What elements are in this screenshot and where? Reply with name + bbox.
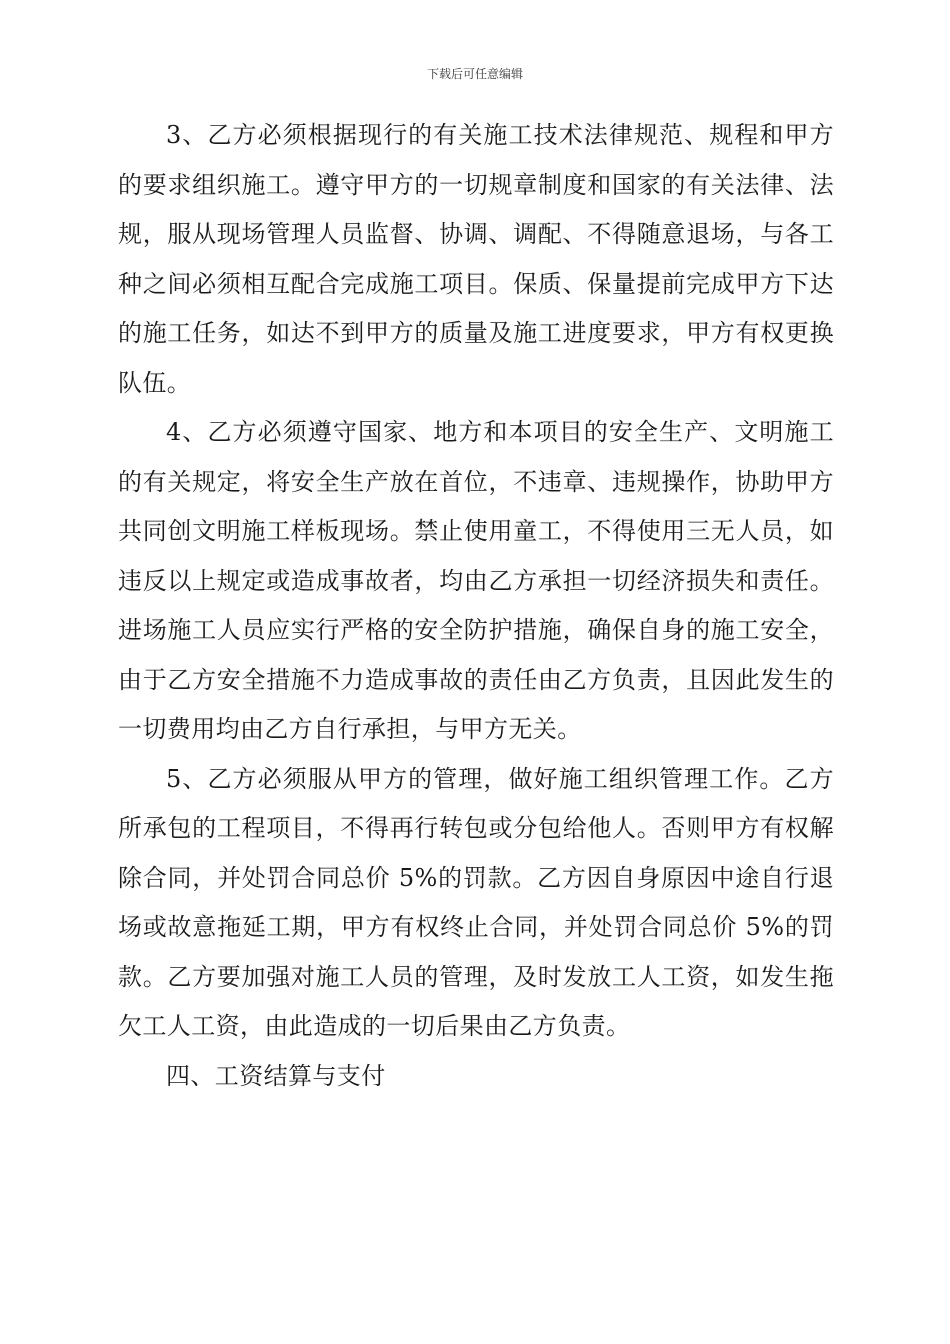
clause-3-paragraph: 3、乙方必须根据现行的有关施工技术法律规范、规程和甲方的要求组织施工。遵守甲方的一切规章制度和国家的有关法律、法规，服从现场管理人员监督、协调、调配、不得随意退场，与各工种之间必须相互配合完成施工项目。保质、保量提前完成甲方下达的施工任务，如达不到甲方的质量及施工进度要求，甲方有权更换队伍。 — [118, 121, 834, 397]
header-note: 下载后可任意编辑 — [426, 67, 523, 81]
clause-5-paragraph: 5、乙方必须服从甲方的管理，做好施工组织管理工作。乙方所承包的工程项目，不得再行转包或分包给他人。否则甲方有权解除合同，并处罚合同总价 5%的罚款。乙方因自身原因中途自行退场或故意拖延工期，甲方有权终止合同，并处罚合同总价 5%的罚款。乙方要加强对施工人员的管理，及时发放工人工资，如发生拖欠工人工资，由此造成的一切后果由乙方负责。 — [118, 764, 834, 1040]
document-body — [118, 111, 834, 1101]
section-heading-wage-settlement: 四、工资结算与支付 — [166, 1061, 386, 1090]
clause-4-paragraph: 4、乙方必须遵守国家、地方和本项目的安全生产、文明施工的有关规定，将安全生产放在首位，不违章、违规操作，协助甲方共同创文明施工样板现场。禁止使用童工，不得使用三无人员，如违反以上规定或造成事故者，均由乙方承担一切经济损失和责任。进场施工人员应实行严格的安全防护措施，确保自身的施工安全，由于乙方安全措施不力造成事故的责任由乙方负责，且因此发生的一切费用均由乙方自行承担，与甲方无关。 — [118, 418, 834, 743]
